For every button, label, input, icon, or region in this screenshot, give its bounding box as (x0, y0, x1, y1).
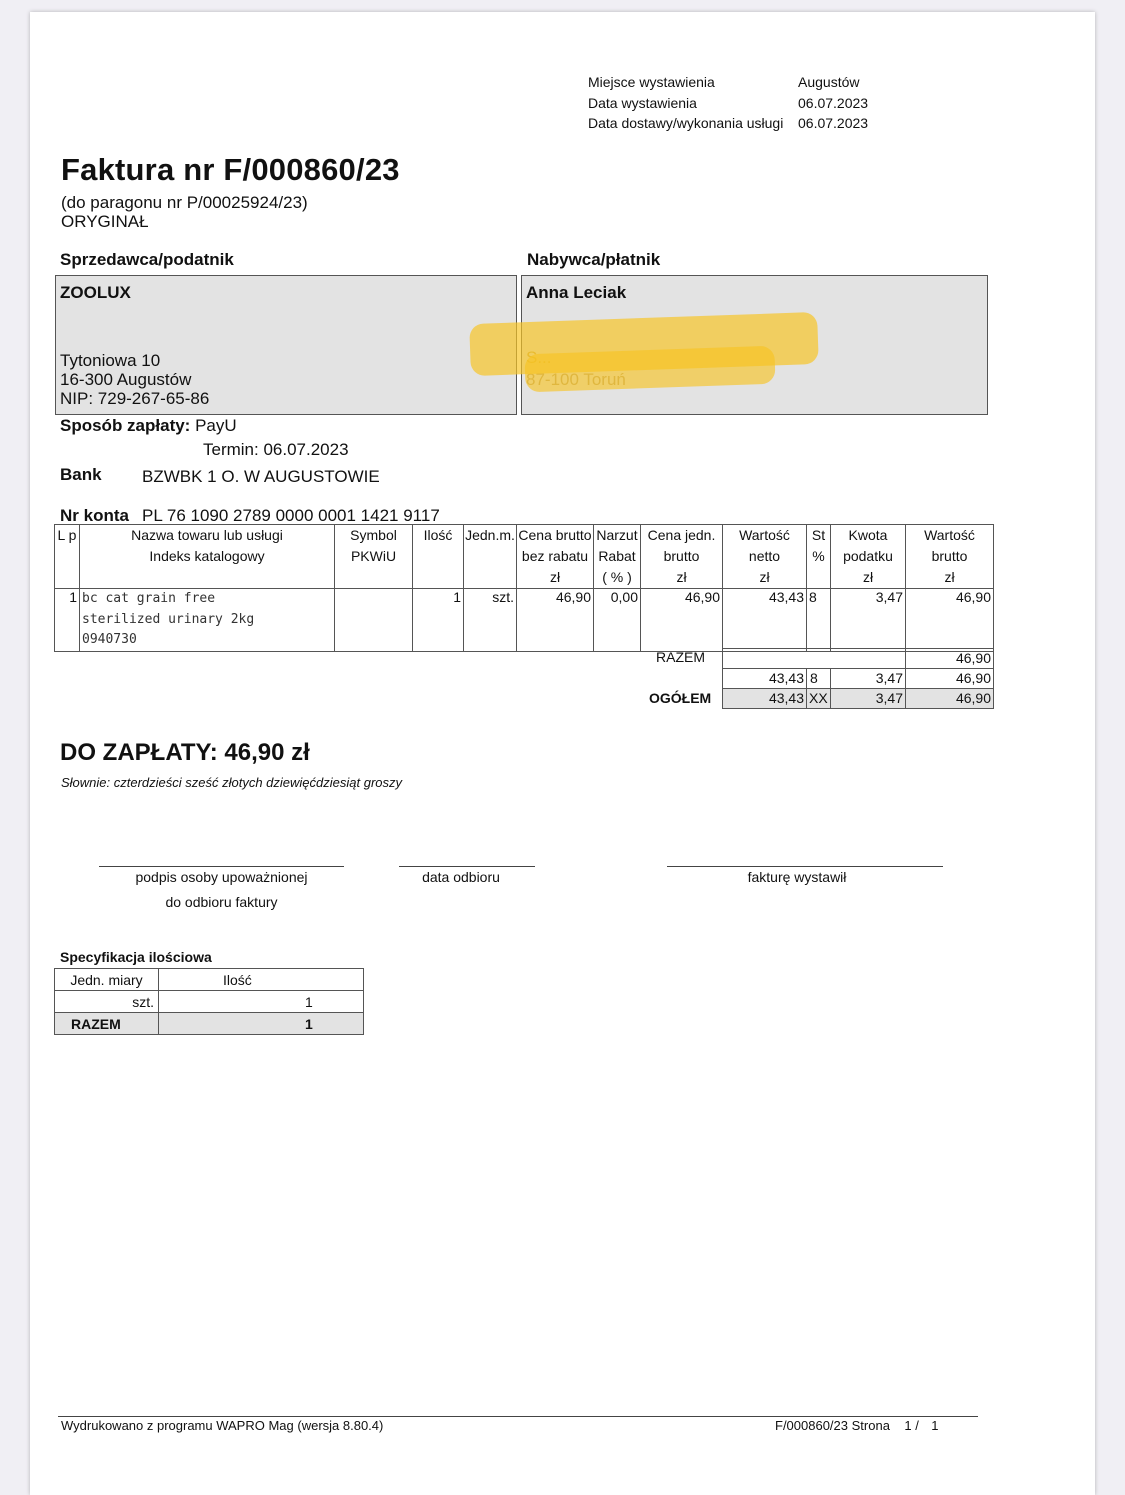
col-gross: Wartość brutto zł (906, 525, 994, 589)
footer-rule (58, 1416, 978, 1417)
item-index: 0940730 (82, 632, 137, 647)
invoice-page (30, 12, 1095, 1495)
cell-name (80, 589, 335, 652)
total-label: OGÓŁEM (649, 690, 712, 706)
delivery-date-value: 06.07.2023 (798, 115, 869, 131)
cell-gross: 46,90 (906, 589, 994, 652)
amount-to-pay: DO ZAPŁATY: 46,90 zł (60, 739, 310, 766)
account-number: PL 76 1090 2789 0000 0001 1421 9117 (142, 506, 440, 525)
issue-date-value: 06.07.2023 (798, 94, 869, 111)
footer-doc-ref: F/000860/23 (775, 1418, 849, 1433)
invoice-title: Faktura nr F/000860/23 (61, 152, 400, 187)
copy-type: ORYGINAŁ (61, 212, 149, 231)
col-unit: Jedn.m. (464, 525, 517, 589)
header-values (798, 72, 868, 134)
buyer-name: Anna Leciak (526, 283, 627, 302)
col-vat-amount: Kwota podatku zł (831, 525, 906, 589)
spec-row (55, 991, 364, 1013)
spec-unit: szt. (55, 991, 159, 1013)
place-label: Miejsce wystawienia (588, 74, 715, 90)
footer-page-total: 1 (931, 1418, 939, 1433)
col-unit-price: Cena jedn. brutto zł (641, 525, 723, 589)
buyer-heading: Nabywca/płatnik (527, 250, 661, 269)
table-row (55, 589, 994, 652)
cell-unit: szt. (464, 589, 517, 652)
account-label: Nr konta (60, 506, 129, 525)
spec-total-row (55, 1013, 364, 1035)
total-vat: 3,47 (830, 688, 906, 709)
col-vat-rate: St % (807, 525, 831, 589)
bank-name: BZWBK 1 O. W AUGUSTOWIE (142, 467, 380, 486)
razem-label: RAZEM (656, 649, 705, 665)
signature-label-issuer: fakturę wystawił (747, 869, 847, 885)
signature-label-date: data odbioru (422, 869, 500, 885)
seller-city: 16-300 Augustów (60, 370, 192, 389)
spec-col-unit: Jedn. miary (55, 969, 159, 991)
footer-page-num: 1 (904, 1418, 912, 1433)
cell-price-gross: 46,90 (517, 589, 594, 652)
col-qty: Ilość (413, 525, 464, 589)
footer-printed-by: Wydrukowano z programu WAPRO Mag (wersja 8.80.4) (61, 1418, 384, 1433)
col-name: Nazwa towaru lub usługi Indeks katalogowy (80, 525, 335, 589)
header-labels (588, 72, 783, 134)
payment-due: Termin: 06.07.2023 (203, 440, 349, 459)
seller-box (55, 275, 517, 415)
seller-heading: Sprzedawca/podatnik (60, 250, 234, 269)
spec-header-row (55, 969, 364, 991)
item-name-line1: bc cat grain free (82, 591, 216, 606)
col-symbol: Symbol PKWiU (335, 525, 413, 589)
spec-heading: Specyfikacja ilościowa (60, 949, 212, 965)
footer-page-label: Strona (851, 1418, 890, 1433)
cell-qty: 1 (413, 589, 464, 652)
col-lp: L p (55, 525, 80, 589)
table-header-row (55, 525, 994, 589)
cell-net: 43,43 (723, 589, 807, 652)
issue-date-label: Data wystawienia (588, 94, 697, 111)
col-discount: Narzut Rabat ( % ) (594, 525, 641, 589)
footer-page-info (775, 1418, 938, 1433)
footer-page-sep: / (915, 1418, 919, 1433)
amount-in-words: Słownie: czterdzieści sześć złotych dziewięćdziesiąt groszy (61, 775, 403, 790)
spec-qty: 1 (159, 991, 364, 1013)
item-name-line2: sterilized urinary 2kg (82, 611, 255, 627)
seller-street: Tytoniowa 10 (60, 351, 161, 370)
col-net: Wartość netto zł (723, 525, 807, 589)
cell-lp: 1 (55, 589, 80, 652)
signature-label-authorized: podpis osoby upoważnionej do odbioru faktury (135, 869, 308, 910)
cell-vat-amount: 3,47 (831, 589, 906, 652)
cell-unit-price: 46,90 (641, 589, 723, 652)
receipt-reference: (do paragonu nr P/00025924/23) (61, 193, 308, 212)
cell-vat-rate: 8 (807, 589, 831, 652)
delivery-date-label: Data dostawy/wykonania usługi (588, 115, 784, 131)
vat-sum-vat: 3,47 (830, 668, 906, 689)
place-value: Augustów (798, 74, 860, 90)
cell-symbol (335, 589, 413, 652)
razem-blank (722, 648, 906, 669)
total-net: 43,43 (722, 688, 807, 709)
seller-name: ZOOLUX (60, 283, 131, 302)
vat-sum-rate: 8 (806, 668, 831, 689)
spec-total-qty: 1 (159, 1013, 364, 1035)
payment-row (60, 416, 237, 436)
cell-discount: 0,00 (594, 589, 641, 652)
total-gross: 46,90 (905, 688, 994, 709)
col-price-gross: Cena brutto bez rabatu zł (517, 525, 594, 589)
total-rate: XX (806, 688, 831, 709)
spec-total-label: RAZEM (55, 1013, 159, 1035)
spec-col-qty: Ilość (159, 969, 364, 991)
vat-sum-net: 43,43 (722, 668, 807, 689)
items-table (54, 524, 994, 652)
spec-table (54, 968, 364, 1035)
vat-sum-gross: 46,90 (905, 668, 994, 689)
payment-method: PayU (195, 416, 237, 435)
seller-nip: NIP: 729-267-65-86 (60, 389, 210, 408)
razem-gross: 46,90 (905, 648, 994, 669)
bank-label: Bank (60, 465, 102, 484)
payment-label: Sposób zapłaty: (60, 416, 191, 435)
